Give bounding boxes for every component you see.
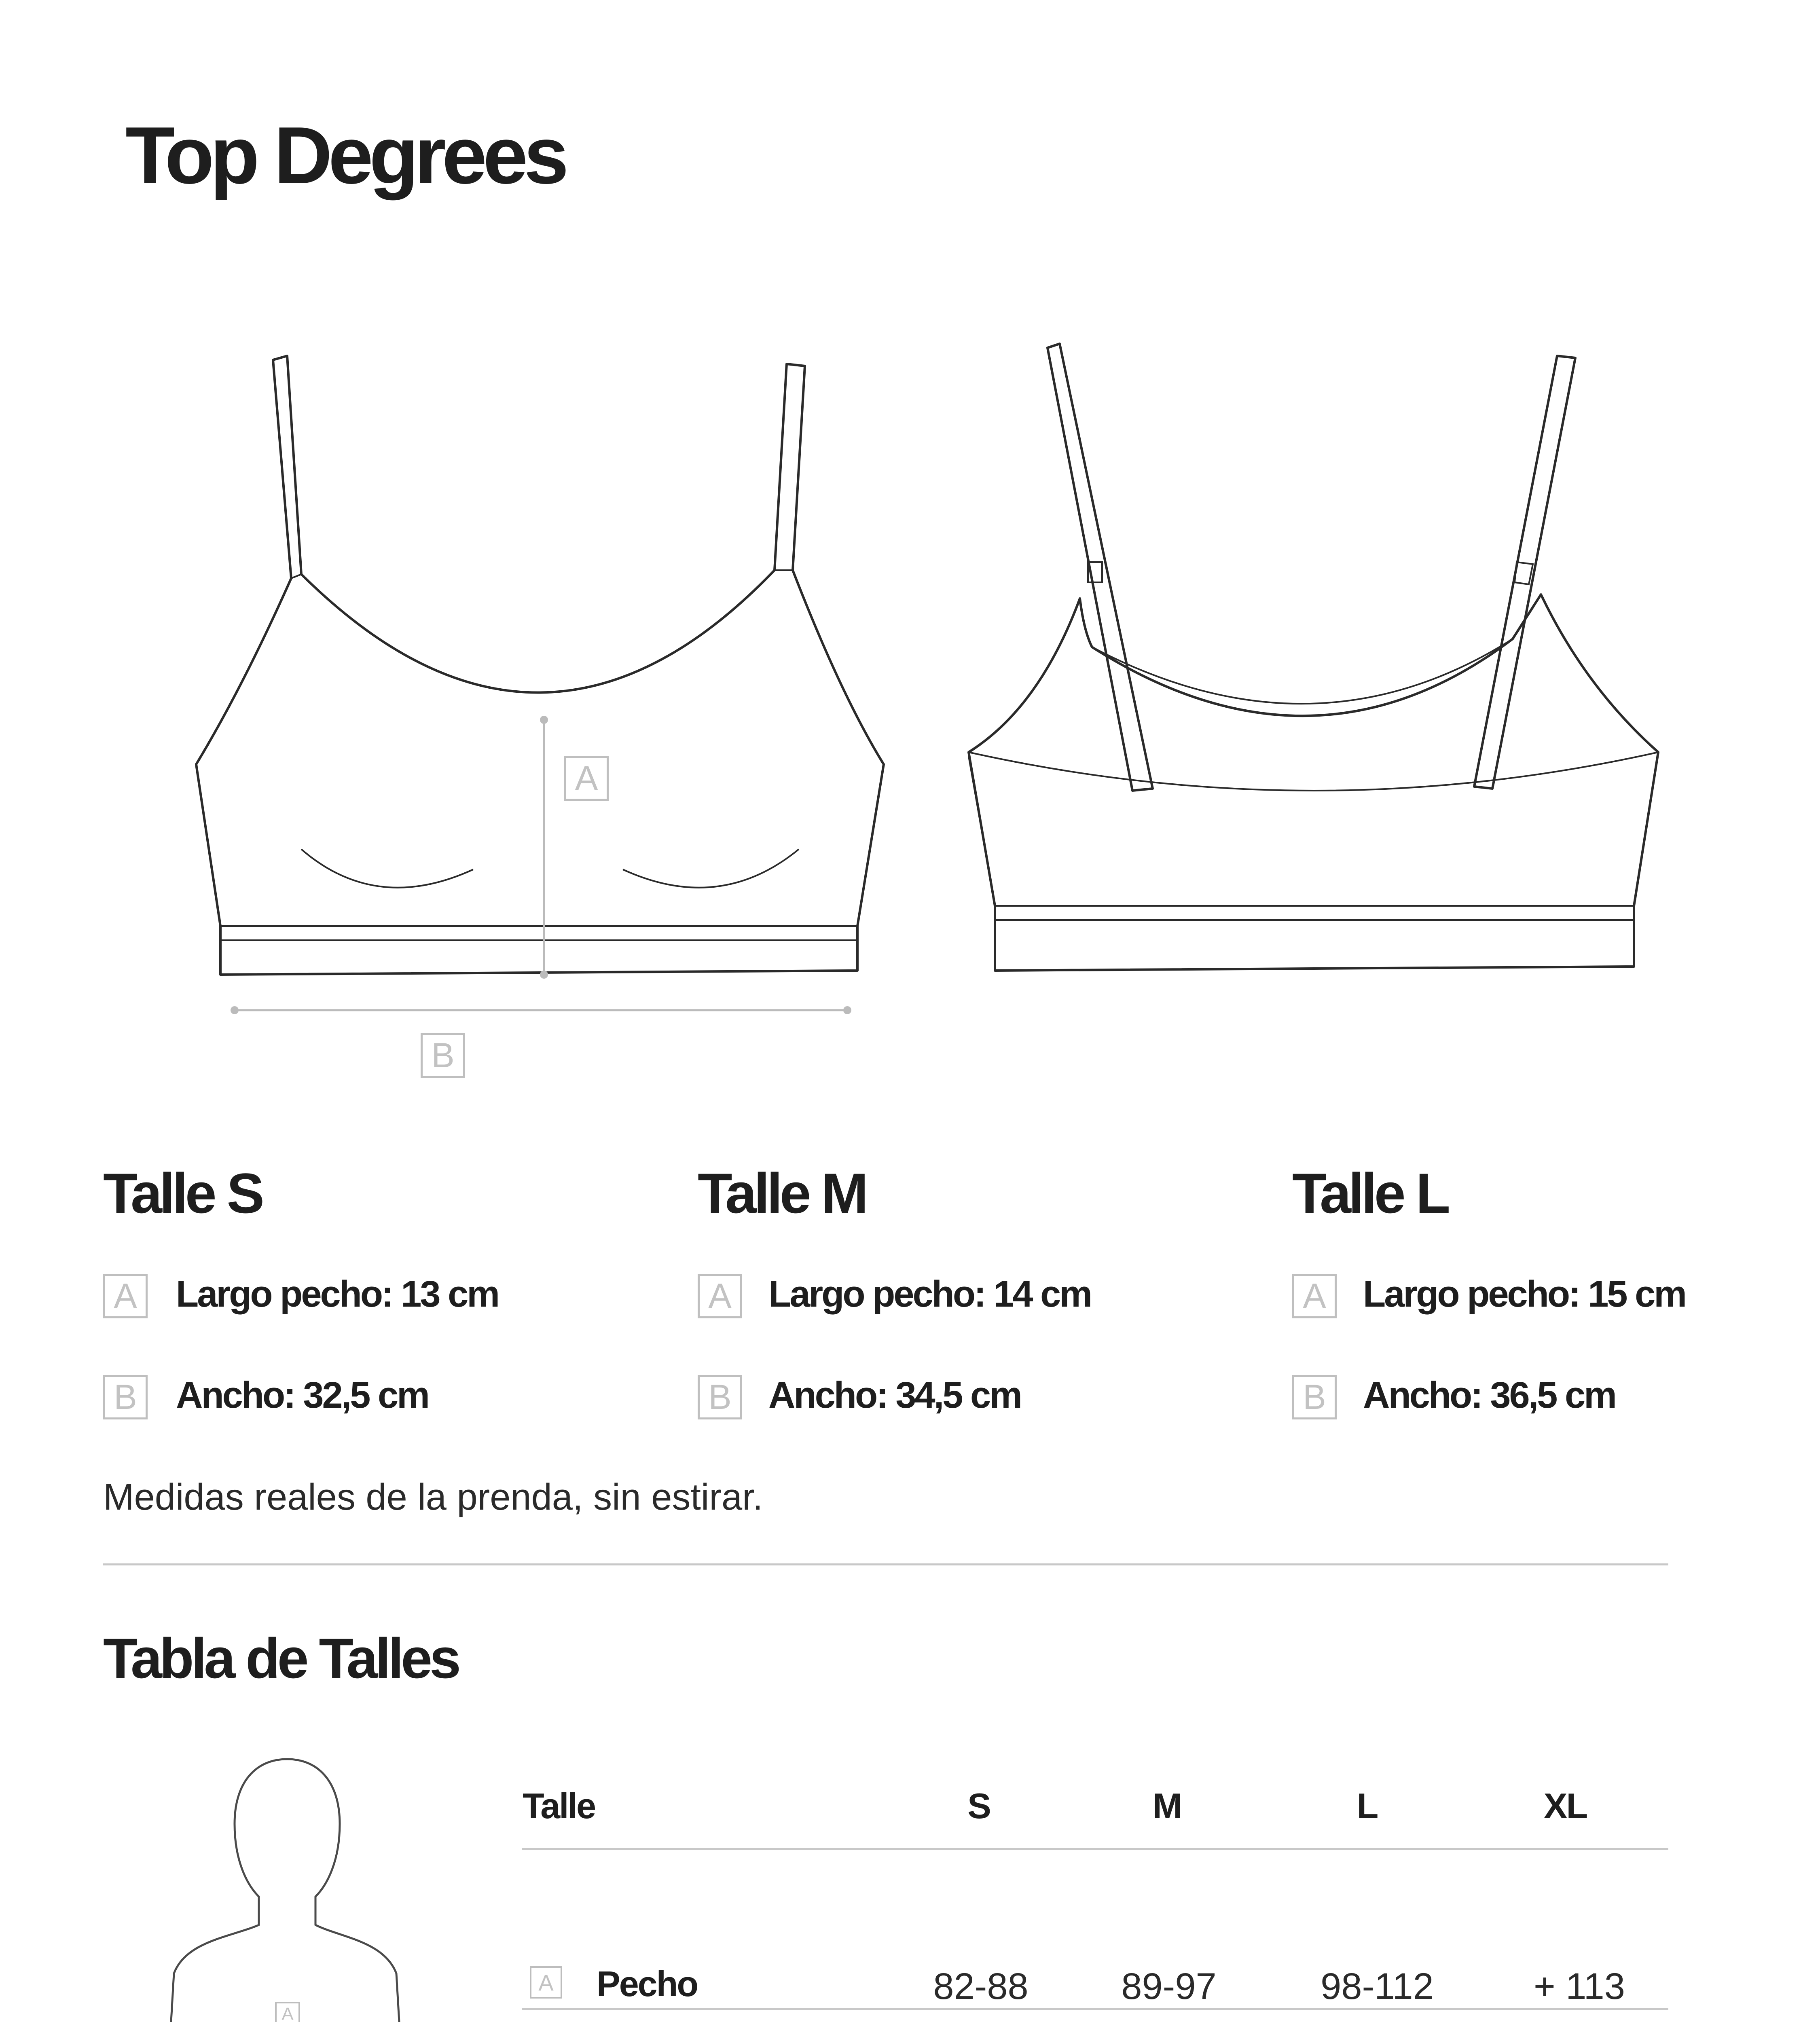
- size-s-width: Ancho: 32,5 cm: [176, 1375, 428, 1416]
- size-m-heading: Talle M: [698, 1161, 866, 1225]
- page-title: Top Degrees: [125, 110, 565, 201]
- table-header-divider: [522, 1848, 1668, 1850]
- measure-a-label: A: [564, 756, 609, 801]
- row-pecho-label: Pecho: [597, 1964, 698, 2004]
- size-l-chest-length: Largo pecho: 15 cm: [1363, 1273, 1686, 1315]
- size-table-heading: Tabla de Talles: [103, 1626, 458, 1690]
- size-l-b-box: B: [1292, 1375, 1337, 1419]
- size-l-heading: Talle L: [1292, 1161, 1448, 1225]
- size-s-a-box: A: [103, 1274, 148, 1318]
- row-pecho-l: 98-112: [1321, 1966, 1434, 2007]
- size-s-heading: Talle S: [103, 1161, 262, 1225]
- body-silhouette: [138, 1747, 437, 2022]
- size-m-chest-length: Largo pecho: 14 cm: [768, 1273, 1091, 1315]
- table-header-s: S: [967, 1786, 990, 1826]
- row-pecho-s: 82-88: [933, 1966, 1029, 2007]
- row-pecho-m: 89-97: [1121, 1966, 1217, 2007]
- size-s-chest-length: Largo pecho: 13 cm: [176, 1273, 499, 1315]
- front-view-drawing: [196, 356, 884, 1014]
- garment-note: Medidas reales de la prenda, sin estirar.: [103, 1476, 763, 1518]
- back-view-drawing: [969, 344, 1658, 971]
- row-pecho-letter: A: [530, 1966, 562, 1999]
- size-l-width: Ancho: 36,5 cm: [1363, 1375, 1615, 1416]
- size-s-b-box: B: [103, 1375, 148, 1419]
- row-pecho-divider: [522, 2008, 1668, 2010]
- size-m-a-box: A: [698, 1274, 742, 1318]
- table-header-talle: Talle: [523, 1786, 595, 1826]
- table-header-m: M: [1152, 1786, 1181, 1826]
- table-header-l: L: [1357, 1786, 1378, 1826]
- section-divider: [103, 1563, 1668, 1565]
- size-l-a-box: A: [1292, 1274, 1337, 1318]
- row-pecho-xl: + 113: [1534, 1966, 1625, 2007]
- size-m-b-box: B: [698, 1375, 742, 1419]
- measure-b-label: B: [421, 1033, 465, 1078]
- table-header-xl: XL: [1543, 1786, 1587, 1826]
- size-m-width: Ancho: 34,5 cm: [768, 1375, 1021, 1416]
- body-label-a: A: [275, 2002, 300, 2022]
